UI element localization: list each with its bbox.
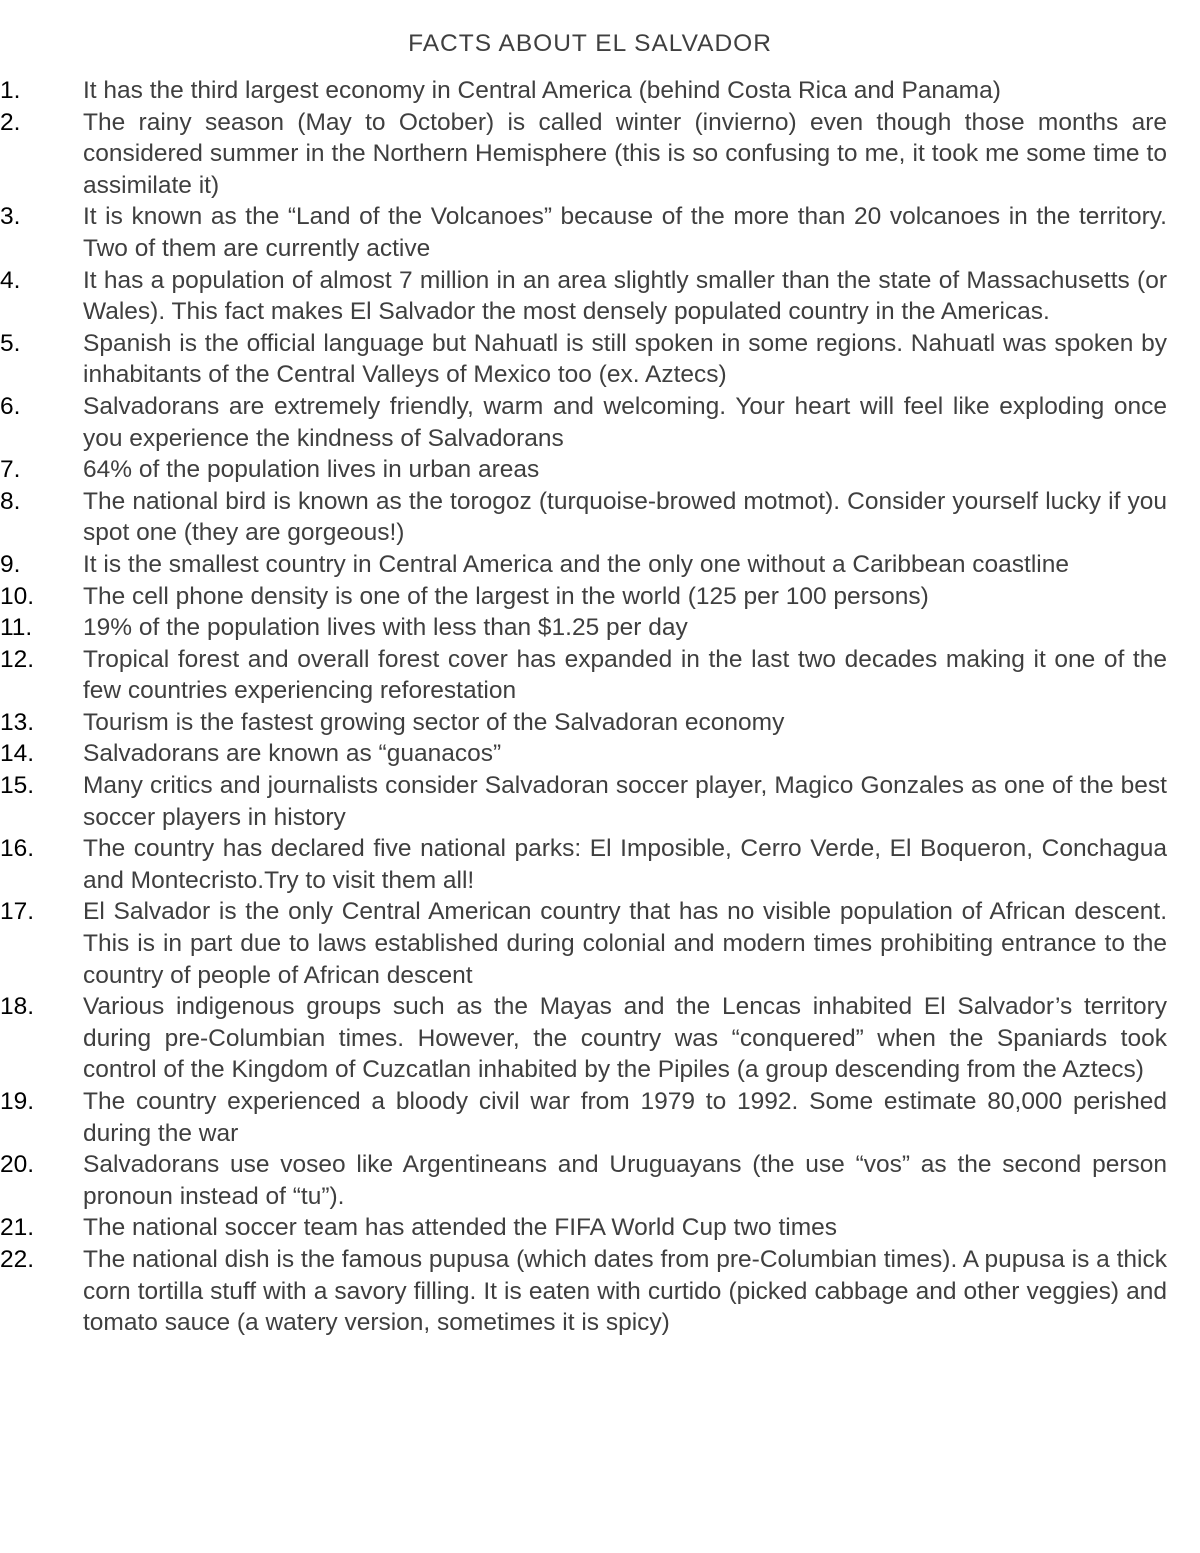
fact-number: 2. <box>0 108 21 136</box>
fact-item <box>0 75 1167 107</box>
fact-number: 3. <box>0 203 21 231</box>
fact-item <box>0 833 1167 896</box>
fact-item <box>0 1212 1167 1244</box>
fact-number: 17. <box>0 898 35 926</box>
fact-item <box>0 1244 1167 1339</box>
fact-number: 16. <box>0 835 35 863</box>
fact-number: 5. <box>0 329 21 357</box>
fact-number: 22. <box>0 1245 35 1273</box>
fact-number: 15. <box>0 772 35 800</box>
fact-text: 19% of the population lives with less than $1.25 per day <box>83 614 688 642</box>
facts-list <box>0 75 1200 1339</box>
fact-number: 8. <box>0 487 21 515</box>
fact-text: The rainy season (May to October) is called winter (invierno) even though those months are considered summer in the Northern Hemisphere (this is so confusing to me, it took me some time to assimilate it) <box>83 108 1167 199</box>
fact-text: It has a population of almost 7 million in an area slightly smaller than the state of Massachusetts (or Wales). This fact makes El Salvador the most densely populated country in the Americas. <box>83 266 1167 326</box>
fact-item <box>0 581 1167 613</box>
fact-text: Salvadorans are known as “guanacos” <box>83 740 502 768</box>
fact-number: 9. <box>0 550 21 578</box>
fact-item <box>0 549 1167 581</box>
fact-text: Salvadorans are extremely friendly, warm and welcoming. Your heart will feel like exploding once you experience the kindness of Salvadorans <box>83 392 1167 452</box>
fact-item <box>0 612 1167 644</box>
fact-text: Tourism is the fastest growing sector of the Salvadoran economy <box>83 708 785 736</box>
fact-item <box>0 391 1167 454</box>
fact-number: 18. <box>0 993 35 1021</box>
fact-item <box>0 107 1167 202</box>
fact-item <box>0 328 1167 391</box>
fact-number: 19. <box>0 1088 35 1115</box>
fact-number: 6. <box>0 392 21 420</box>
fact-item <box>0 265 1167 328</box>
fact-item <box>0 644 1167 707</box>
fact-item <box>0 486 1167 549</box>
fact-number: 12. <box>0 645 35 673</box>
fact-text: Various indigenous groups such as the Mayas and the Lencas inhabited El Salvador’s territory during pre-Columbian times. However, the country was “conquered” when the Spaniards took control of the Kingdom of Cuzcatlan inhabited by the Pipiles (a group descending from the Aztecs) <box>83 993 1167 1084</box>
fact-text: The cell phone density is one of the largest in the world (125 per 100 persons) <box>83 582 929 610</box>
fact-number: 13. <box>0 708 35 736</box>
fact-item <box>0 738 1167 770</box>
fact-text: The national dish is the famous pupusa (which dates from pre-Columbian times). A pupusa is a thick corn tortilla stuff with a savory filling. It is eaten with curtido (picked cabbage and other veggies) and tomato sauce (a watery version, sometimes it is spicy) <box>83 1245 1167 1337</box>
fact-text: It has the third largest economy in Central America (behind Costa Rica and Panama) <box>83 77 1001 104</box>
fact-number: 14. <box>0 740 35 768</box>
fact-number: 4. <box>0 266 21 294</box>
fact-item <box>0 770 1167 833</box>
fact-text: El Salvador is the only Central American country that has no visible population of African descent. This is in part due to laws established during colonial and modern times prohibiting entrance to the country of people of African descent <box>83 898 1167 989</box>
fact-text: It is the smallest country in Central America and the only one without a Caribbean coastline <box>83 550 1069 578</box>
fact-item <box>0 201 1167 264</box>
fact-text: The country experienced a bloody civil war from 1979 to 1992. Some estimate 80,000 perished during the war <box>83 1088 1167 1147</box>
fact-item <box>0 1086 1167 1149</box>
fact-text: Many critics and journalists consider Salvadoran soccer player, Magico Gonzales as one of the best soccer players in history <box>83 772 1167 831</box>
fact-text: The national bird is known as the torogoz (turquoise-browed motmot). Consider yourself lucky if you spot one (they are gorgeous!) <box>83 487 1167 547</box>
fact-item <box>0 454 1167 486</box>
fact-text: 64% of the population lives in urban areas <box>83 456 540 484</box>
fact-text: Spanish is the official language but Nahuatl is still spoken in some regions. Nahuatl was spoken by inhabitants of the Central Valleys of Mexico too (ex. Aztecs) <box>83 329 1167 389</box>
fact-item <box>0 707 1167 739</box>
fact-number: 21. <box>0 1214 35 1242</box>
fact-number: 1. <box>0 77 21 104</box>
fact-text: The country has declared five national parks: El Imposible, Cerro Verde, El Boqueron, Conchagua and Montecristo.Try to visit them all! <box>83 835 1167 894</box>
fact-text: Tropical forest and overall forest cover has expanded in the last two decades making it one of the few countries experiencing reforestation <box>83 645 1167 705</box>
fact-item <box>0 896 1167 991</box>
fact-number: 11. <box>0 614 33 642</box>
fact-item <box>0 991 1167 1086</box>
fact-number: 7. <box>0 456 21 484</box>
fact-text: It is known as the “Land of the Volcanoes” because of the more than 20 volcanoes in the territory. Two of them are currently active <box>83 203 1167 262</box>
fact-text: The national soccer team has attended the FIFA World Cup two times <box>83 1214 837 1242</box>
fact-item <box>0 1149 1167 1212</box>
fact-number: 20. <box>0 1151 35 1179</box>
fact-text: Salvadorans use voseo like Argentineans and Uruguayans (the use “vos” as the second person pronoun instead of “tu”). <box>83 1151 1167 1210</box>
fact-number: 10. <box>0 582 35 610</box>
document-title: FACTS ABOUT EL SALVADOR <box>408 30 772 57</box>
